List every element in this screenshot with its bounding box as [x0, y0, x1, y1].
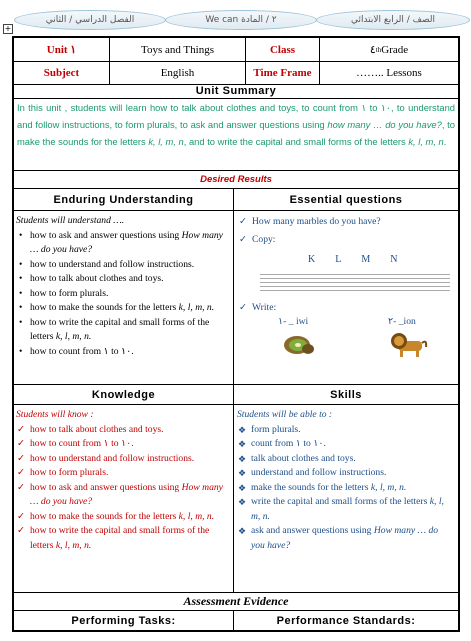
enduring-item-text: how to talk about clothes and toys. [30, 273, 164, 284]
class-grade-number: ٤ [369, 44, 376, 56]
grade-level-label: الصف / الرابع الابتدائي [316, 10, 470, 30]
knowledge-item [16, 510, 229, 525]
enduring-item-text: how to ask and answer questions using [30, 229, 182, 241]
skills-item-text: understand and follow instructions. [251, 467, 387, 478]
summary-part: k, l, m, n [408, 136, 444, 147]
enduring-item [16, 272, 229, 287]
time-frame-label: Time Frame [246, 62, 320, 84]
class-label: Class [246, 38, 320, 61]
enduring-item-emphasis: k, l, m, n. [178, 302, 215, 313]
knowledge-skills-content-row [14, 405, 458, 593]
knowledge-item [16, 466, 229, 481]
enduring-item-text: how to make the sounds for the letters [30, 302, 179, 313]
lion-icon [388, 329, 428, 359]
knowledge-list [14, 405, 234, 592]
enduring-item [16, 301, 229, 316]
knowledge-item-emphasis: k, l, m, n. [55, 539, 92, 551]
knowledge-item [16, 437, 229, 452]
enduring-item-text: how to count from ١ to ١٠. [30, 345, 134, 357]
enduring-item-text: how to write the capital and small forms of the letters [30, 316, 210, 342]
skills-item-emphasis: k, l, m, n. [370, 481, 407, 493]
term-label: الفصل الدراسي / الثاني [14, 10, 166, 30]
essential-question [238, 215, 454, 230]
skills-title: Skills [330, 388, 362, 401]
write-lion-prompt: ٢- _ion [388, 316, 416, 327]
skills-item-emphasis: k, l, m, n. [251, 496, 444, 522]
skills-item [237, 495, 454, 524]
essential-question-text: How many marbles do you have? [252, 216, 381, 227]
subject-label-cell: Subject [14, 62, 110, 84]
unit-summary-title: Unit Summary [14, 85, 458, 99]
skills-item-text: count from ١ to ١٠. [251, 438, 326, 449]
enduring-item-text: how to understand and follow instructions. [30, 258, 195, 270]
skills-item [237, 437, 454, 452]
enduring-item [16, 316, 229, 345]
enduring-item [16, 345, 229, 360]
summary-part: , and to write the capital and small forms of the letters [183, 136, 409, 147]
page-header [0, 6, 471, 36]
knowledge-item [16, 452, 229, 467]
essential-questions-title: Essential questions [289, 193, 403, 206]
subject-row [14, 62, 458, 85]
knowledge-item-emphasis: How many … do you have? [30, 481, 223, 507]
class-grade-word: Grade [381, 43, 409, 56]
enduring-understanding-list [14, 211, 234, 384]
write-exercise [238, 315, 454, 367]
unit-plan-table [12, 36, 460, 632]
summary-part: how many … do you have? [327, 119, 442, 130]
skills-item [237, 481, 454, 496]
summary-part: . [443, 136, 447, 147]
knowledge-item-text: how to ask and answer questions using [30, 481, 182, 493]
write-kiwi-prompt: ١- _ iwi [278, 316, 309, 327]
unit-row [14, 38, 458, 62]
knowledge-item-text: how to write the capital and small forms of the letters [30, 525, 210, 551]
write-item [238, 301, 454, 316]
essential-questions-content [234, 211, 458, 384]
knowledge-item-text: how to count from ١ to ١٠. [30, 438, 134, 449]
writing-lines [260, 274, 454, 291]
enduring-understanding-title: Enduring Understanding [14, 189, 234, 210]
skills-item-text: write the capital and small forms of the letters [251, 496, 430, 507]
knowledge-item-emphasis: k, l, m, n. [178, 510, 215, 522]
enduring-item-emphasis: How many … do you have? [30, 229, 223, 255]
enduring-item [16, 229, 229, 258]
skills-item [237, 466, 454, 481]
copy-letters [308, 253, 454, 268]
unit-label-cell [14, 38, 110, 61]
knowledge-item [16, 423, 229, 438]
subject-label: We can ٢ / المادة [165, 10, 317, 30]
knowledge-skills-title-row [14, 385, 458, 405]
skills-item-text: talk about clothes and toys. [251, 452, 356, 464]
knowledge-title: Knowledge [14, 385, 234, 404]
letter-n: N [390, 254, 398, 265]
eu-eq-content-row [14, 211, 458, 385]
skills-item-emphasis: How many … do you have? [251, 525, 439, 551]
skills-item-text: make the sounds for the letters [251, 481, 371, 493]
assessment-row [14, 611, 458, 630]
copy-item [238, 233, 454, 248]
copy-label: Copy: [252, 233, 276, 245]
skills-intro: Students will be able to : [237, 409, 333, 420]
assessment-evidence-title: Assessment Evidence [14, 593, 458, 611]
class-grade-suffix: th [375, 45, 382, 54]
class-value [320, 38, 458, 61]
write-label: Write: [252, 301, 277, 313]
unit-label: Unit [46, 43, 68, 56]
subject-value: English [110, 62, 246, 84]
enduring-item [16, 287, 229, 302]
enduring-item [16, 258, 229, 273]
knowledge-item-text: how to make the sounds for the letters [30, 510, 179, 522]
knowledge-item [16, 524, 229, 553]
enduring-item-text: how to form plurals. [30, 287, 109, 299]
table-move-handle-icon[interactable]: + [4, 24, 12, 33]
skills-item-text: ask and answer questions using [251, 525, 374, 536]
summary-part: , to make the sounds for the letters [17, 119, 455, 147]
performance-standards-title: Performance Standards: [276, 614, 416, 627]
letter-l: L [335, 254, 342, 265]
enduring-item-emphasis: k, l, m, n. [55, 331, 92, 342]
time-frame-value: …….. Lessons [356, 67, 422, 79]
unit-title: Toys and Things [110, 38, 246, 61]
enduring-intro: Students will understand …. [16, 215, 125, 226]
performing-tasks-title: Performing Tasks: [14, 611, 234, 630]
skills-list [234, 405, 458, 592]
skills-item [237, 423, 454, 438]
knowledge-item-text: how to understand and follow instructions. [30, 452, 195, 464]
knowledge-item-text: how to talk about clothes and toys. [30, 423, 164, 435]
letter-k: K [308, 254, 316, 265]
summary-part: k, l, m, n [148, 136, 184, 147]
knowledge-item-text: how to form plurals. [30, 467, 109, 478]
skills-item [237, 524, 454, 553]
summary-part: In this unit , students will learn how to talk about clothes and toys, to count from ١ to ١٠, to understand and follow instructions, to form plurals, to ask and answer questions using [17, 102, 455, 130]
kiwi-icon [282, 333, 316, 357]
unit-number: ١ [70, 44, 77, 56]
skills-item [237, 452, 454, 467]
skills-item-text: form plurals. [251, 423, 301, 435]
desired-results-title: Desired Results [14, 171, 458, 189]
eu-eq-title-row [14, 189, 458, 211]
knowledge-item [16, 481, 229, 510]
letter-m: M [361, 254, 371, 265]
knowledge-intro: Students will know : [16, 409, 94, 420]
unit-summary-text [14, 99, 458, 171]
